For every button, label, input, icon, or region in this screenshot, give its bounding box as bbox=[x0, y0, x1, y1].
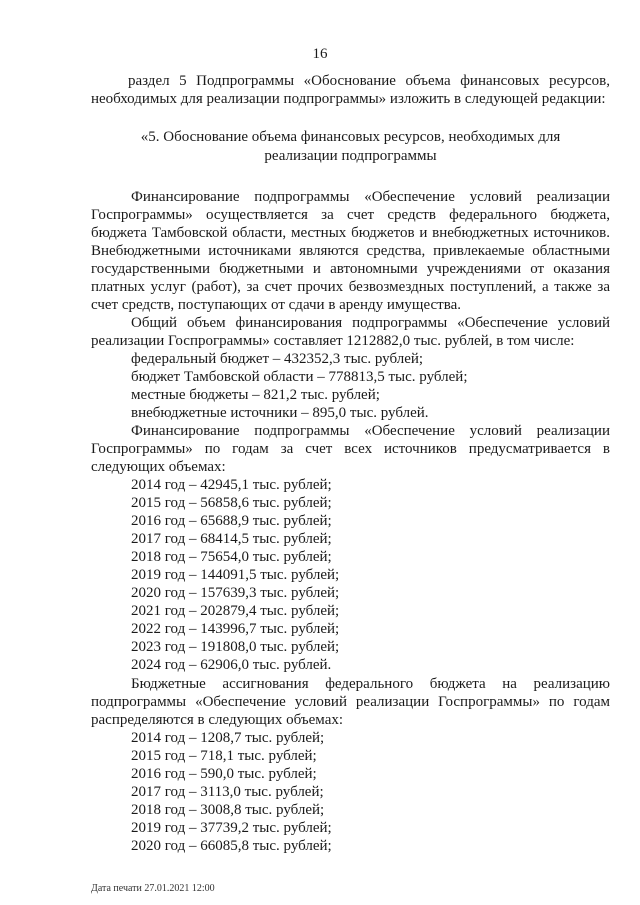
list-item: внебюджетные источники – 895,0 тыс. рублей. bbox=[131, 405, 429, 421]
paragraph-financing-sources: Финансирование подпрограммы «Обеспечение условий реализации Госпрограммы» осуществляется за счет средств федерального бюджета, бюджета Тамбовской области, местных бюджетов и внебюджетных источников. Внебюджетными источниками являются средства, привлекаемые областными государственными бюджетными и автономными учреждениями от оказания платных услуг (работ), за счет прочих безвозмездных поступлений, а также за счет средств, поступающих от сдачи в аренду имущества. bbox=[91, 189, 610, 313]
list-item: федеральный бюджет – 432352,3 тыс. рублей; bbox=[131, 351, 424, 367]
paragraph-years-total: Финансирование подпрограммы «Обеспечение условий реализации Госпрограммы» по годам за счет всех источников предусматривается в следующих объемах: bbox=[91, 423, 610, 475]
list-item: 2021 год – 202879,4 тыс. рублей; bbox=[131, 603, 340, 620]
list-item: 2014 год – 1208,7 тыс. рублей; bbox=[131, 729, 325, 746]
list-item: 2019 год – 37739,2 тыс. рублей; bbox=[131, 819, 332, 836]
page-number: 16 bbox=[312, 46, 328, 62]
list-item: 2024 год – 62906,0 тыс. рублей. bbox=[131, 657, 332, 674]
list-item: 2020 год – 66085,8 тыс. рублей; bbox=[131, 837, 332, 854]
sources-list bbox=[91, 350, 610, 422]
years-total-list bbox=[91, 476, 610, 675]
list-item: бюджет Тамбовской области – 778813,5 тыс. рублей; bbox=[131, 369, 468, 385]
years-federal-list bbox=[91, 729, 610, 855]
document-body bbox=[91, 72, 610, 855]
list-item: 2018 год – 75654,0 тыс. рублей; bbox=[131, 549, 332, 566]
list-item: 2016 год – 65688,9 тыс. рублей; bbox=[131, 513, 332, 530]
list-item: 2020 год – 157639,3 тыс. рублей; bbox=[131, 585, 340, 602]
paragraph-total-volume: Общий объем финансирования подпрограммы «Обеспечение условий реализации Госпрограммы» составляет 1212882,0 тыс. рублей, в том числе: bbox=[91, 315, 610, 349]
list-item: местные бюджеты – 821,2 тыс. рублей; bbox=[131, 387, 380, 403]
list-item: 2023 год – 191808,0 тыс. рублей; bbox=[131, 639, 340, 656]
list-item: 2017 год – 68414,5 тыс. рублей; bbox=[131, 531, 332, 548]
paragraph-federal-budget: Бюджетные ассигнования федерального бюджета на реализацию подпрограммы «Обеспечение условий реализации Госпрограммы» по годам распределяются в следующих объемах: bbox=[91, 675, 610, 728]
list-item: 2022 год – 143996,7 тыс. рублей; bbox=[131, 621, 340, 638]
list-item: 2019 год – 144091,5 тыс. рублей; bbox=[131, 567, 340, 584]
list-item: 2015 год – 56858,6 тыс. рублей; bbox=[131, 495, 332, 512]
print-date-footer: Дата печати 27.01.2021 12:00 bbox=[91, 883, 215, 894]
section-heading: «5. Обоснование объема финансовых ресурсов, необходимых для реализации подпрограммы bbox=[140, 129, 561, 164]
intro-paragraph: раздел 5 Подпрограммы «Обоснование объема финансовых ресурсов, необходимых для реализации подпрограммы» изложить в следующей редакции: bbox=[91, 73, 610, 107]
list-item: 2018 год – 3008,8 тыс. рублей; bbox=[131, 801, 325, 818]
list-item: 2015 год – 718,1 тыс. рублей; bbox=[131, 747, 317, 764]
list-item: 2017 год – 3113,0 тыс. рублей; bbox=[131, 783, 324, 800]
list-item: 2014 год – 42945,1 тыс. рублей; bbox=[131, 477, 332, 493]
list-item: 2016 год – 590,0 тыс. рублей; bbox=[131, 765, 317, 782]
